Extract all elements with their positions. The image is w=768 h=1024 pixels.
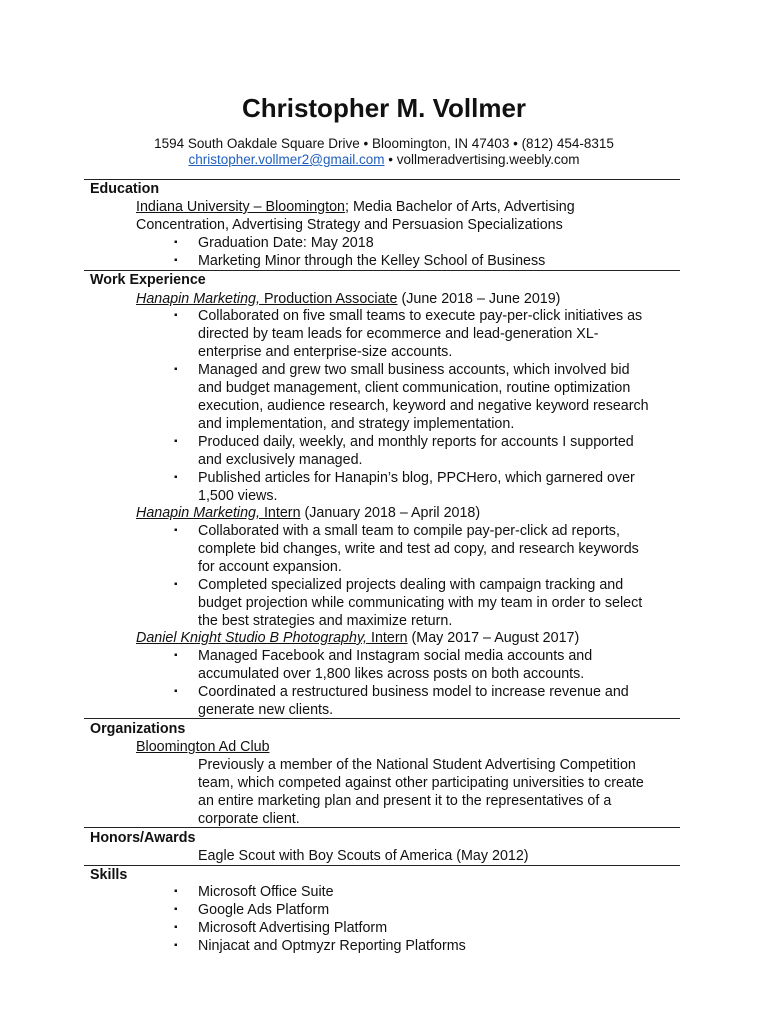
section-divider <box>84 827 680 828</box>
city: Bloomington, IN 47403 <box>371 136 510 151</box>
job-position <box>136 630 408 646</box>
separator: • <box>384 152 397 167</box>
organizations-heading: Organizations <box>90 721 186 737</box>
school-name: Indiana University – Bloomington <box>136 199 346 215</box>
bullet-line: accumulated over 1,800 likes across posts on both accounts. <box>198 666 585 682</box>
bullet-line: and implementation, and strategy implementation. <box>198 416 515 432</box>
bullet-line: and exclusively managed. <box>198 452 363 468</box>
bullet-icon: ▪ <box>174 686 178 697</box>
bullet-icon: ▪ <box>174 886 178 897</box>
bullet-line: directed by team leads for ecommerce and lead-generation XL- <box>198 326 599 342</box>
skill-item: Microsoft Advertising Platform <box>198 920 388 936</box>
bullet-line: and budget management, client communication, routine optimization <box>198 380 631 396</box>
job-title-line <box>136 504 480 522</box>
bullet-line: Collaborated on five small teams to execute pay-per-click initiatives as <box>198 308 643 324</box>
organization-name: Bloomington Ad Club <box>136 739 270 755</box>
job-dates: (June 2018 – June 2019) <box>397 291 561 307</box>
job-role: Intern <box>259 505 301 521</box>
bullet-icon: ▪ <box>174 255 178 266</box>
bullet-line: Published articles for Hanapin’s blog, PPCHero, which garnered over <box>198 470 635 486</box>
contact-line-web <box>0 151 768 168</box>
bullet-icon: ▪ <box>174 364 178 375</box>
bullet-icon: ▪ <box>174 525 178 536</box>
bullet-line: budget projection while communicating with my team in order to select <box>198 595 643 611</box>
education-bullet: Marketing Minor through the Kelley School of Business <box>198 253 546 269</box>
company-name: Hanapin Marketing, <box>136 291 260 307</box>
bullet-line: the best strategies and maximize return. <box>198 613 453 629</box>
company-name: Daniel Knight Studio B Photography, <box>136 630 368 646</box>
bullet-line: enterprise and enterprise-size accounts. <box>198 344 453 360</box>
skills-heading: Skills <box>90 867 128 883</box>
bullet-line: Managed and grew two small business accounts, which involved bid <box>198 362 630 378</box>
address: 1594 South Oakdale Square Drive <box>154 136 360 151</box>
bullet-line: for account expansion. <box>198 559 342 575</box>
resume-name: Christopher M. Vollmer <box>241 93 527 123</box>
section-divider <box>84 179 680 180</box>
degree-text: ; Media Bachelor of Arts, Advertising <box>345 199 575 215</box>
bullet-icon: ▪ <box>174 922 178 933</box>
bullet-icon: ▪ <box>174 650 178 661</box>
bullet-icon: ▪ <box>174 940 178 951</box>
education-line-2: Concentration, Advertising Strategy and Persuasion Specializations <box>136 217 563 233</box>
organization-line: Previously a member of the National Student Advertising Competition <box>198 757 636 773</box>
organization-line: team, which competed against other participating universities to create <box>198 775 644 791</box>
section-divider <box>84 718 680 719</box>
bullet-icon: ▪ <box>174 579 178 590</box>
job-title-line <box>136 290 560 308</box>
bullet-icon: ▪ <box>174 472 178 483</box>
job-position <box>136 291 397 307</box>
education-heading: Education <box>90 181 160 197</box>
job-dates: (May 2017 – August 2017) <box>407 630 580 646</box>
bullet-line: execution, audience research, keyword and negative keyword research <box>198 398 649 414</box>
contact-line-address <box>0 135 768 152</box>
honor-line: Eagle Scout with Boy Scouts of America (May 2012) <box>198 848 529 864</box>
bullet-line: Produced daily, weekly, and monthly reports for accounts I supported <box>198 434 634 450</box>
work-heading: Work Experience <box>90 272 206 288</box>
bullet-icon: ▪ <box>174 436 178 447</box>
skill-item: Microsoft Office Suite <box>198 884 334 900</box>
bullet-line: Completed specialized projects dealing with campaign tracking and <box>198 577 624 593</box>
bullet-line: Collaborated with a small team to compile pay-per-click ad reports, <box>198 523 620 539</box>
job-dates: (January 2018 – April 2018) <box>300 505 481 521</box>
skill-item: Google Ads Platform <box>198 902 330 918</box>
section-divider <box>84 865 680 866</box>
job-position <box>136 505 301 521</box>
separator: • <box>509 136 522 151</box>
job-role: Intern <box>367 630 408 646</box>
website: vollmeradvertising.weebly.com <box>396 152 580 167</box>
company-name: Hanapin Marketing, <box>136 505 260 521</box>
organization-line: an entire marketing plan and present it to the representatives of a <box>198 793 612 809</box>
education-line-1 <box>136 198 575 216</box>
bullet-icon: ▪ <box>174 310 178 321</box>
phone: (812) 454-8315 <box>521 136 614 151</box>
job-title-line <box>136 629 579 647</box>
bullet-line: generate new clients. <box>198 702 334 718</box>
email-link[interactable]: christopher.vollmer2@gmail.com <box>188 152 385 167</box>
bullet-line: 1,500 views. <box>198 488 278 504</box>
bullet-icon: ▪ <box>174 237 178 248</box>
separator: • <box>359 136 372 151</box>
bullet-line: Managed Facebook and Instagram social media accounts and <box>198 648 593 664</box>
bullet-icon: ▪ <box>174 904 178 915</box>
bullet-line: Coordinated a restructured business model to increase revenue and <box>198 684 629 700</box>
bullet-line: complete bid changes, write and test ad copy, and research keywords <box>198 541 639 557</box>
education-bullet: Graduation Date: May 2018 <box>198 235 374 251</box>
job-role: Production Associate <box>259 291 398 307</box>
organization-line: corporate client. <box>198 811 300 827</box>
honors-heading: Honors/Awards <box>90 830 196 846</box>
skill-item: Ninjacat and Optmyzr Reporting Platforms <box>198 938 466 954</box>
